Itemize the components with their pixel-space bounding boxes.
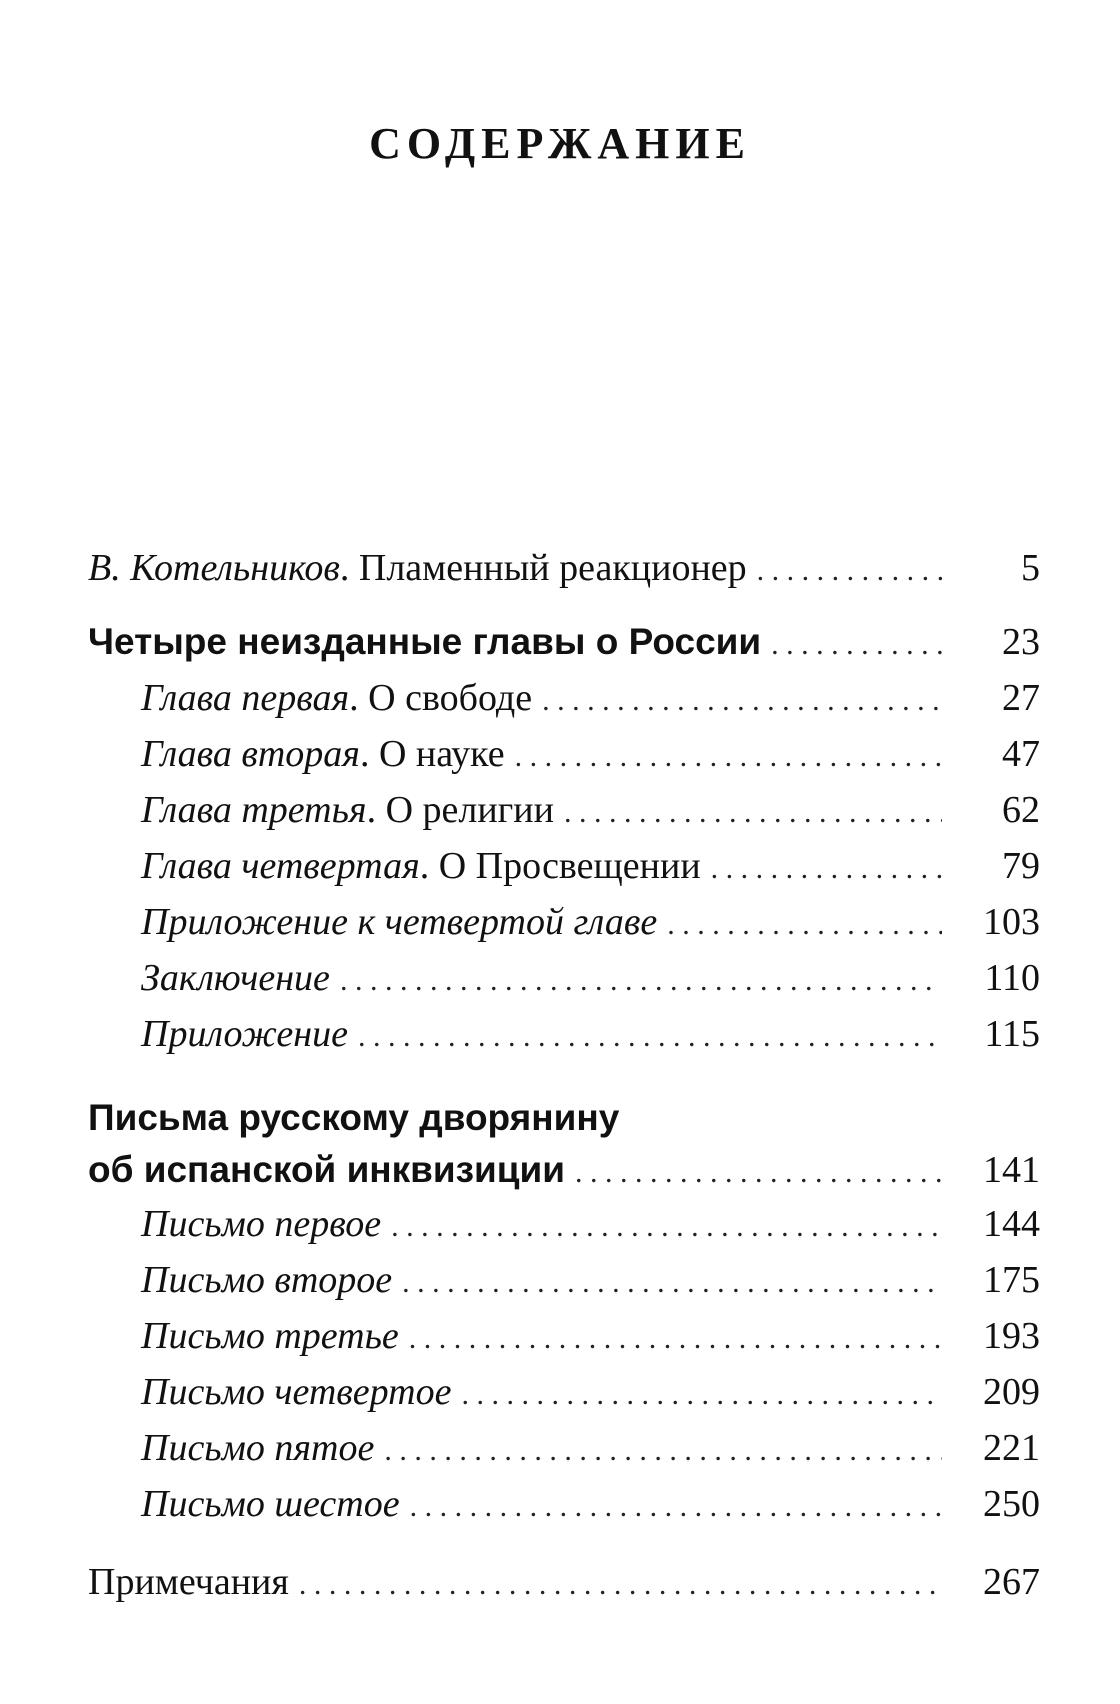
leader-dots [340, 953, 942, 1009]
toc-entry-intro[interactable] [88, 540, 1040, 596]
toc-page-number: 110 [984, 957, 1040, 999]
toc-entry-label: Глава четвертая [141, 845, 420, 887]
toc-page-number: 193 [983, 1315, 1040, 1357]
leader-dots [402, 1255, 942, 1311]
toc-entry-label: Заключение [141, 957, 330, 999]
toc-entry-letter[interactable] [88, 1308, 1040, 1364]
toc-entry-chapter[interactable] [88, 670, 1040, 726]
toc-entry-subject: О Просвещении [438, 845, 701, 887]
toc-entry-letter[interactable] [88, 1196, 1040, 1252]
toc-part2-title-line1[interactable] [88, 1092, 1040, 1144]
toc-entry-label: Письмо четвертое [141, 1371, 452, 1413]
toc-page-number: 23 [1002, 621, 1040, 663]
toc-entry-separator: . [349, 677, 369, 719]
leader-dots [564, 785, 942, 841]
toc-part-title: Четыре неизданные главы о России [88, 621, 762, 662]
toc-page-number: 103 [983, 901, 1040, 943]
leader-dots [711, 841, 942, 897]
leader-dots [667, 897, 942, 953]
leader-dots [391, 1199, 942, 1255]
leader-dots [409, 1311, 942, 1367]
toc-part-title: Письма русскому дворянину [88, 1097, 620, 1138]
toc-entry-label: Письмо второе [141, 1259, 393, 1301]
toc-entry-title [141, 726, 505, 782]
toc-page-number: 115 [984, 1013, 1040, 1055]
toc-entry-conclusion[interactable] [88, 950, 1040, 1006]
toc-entry-subject: О свободе [368, 677, 533, 719]
toc-page-number: 141 [983, 1149, 1040, 1191]
toc-entry-title [141, 670, 532, 726]
toc-entry-title [141, 838, 701, 894]
leader-dots [771, 617, 942, 673]
toc-page-number: 62 [1002, 789, 1040, 831]
toc-page-number: 250 [983, 1483, 1040, 1525]
leader-dots [575, 1147, 942, 1199]
toc-entry-label: Глава вторая [141, 733, 360, 775]
toc-entry-subject: О религии [385, 789, 554, 831]
toc-entry-separator: . [366, 789, 386, 831]
toc-entry-title [141, 782, 554, 838]
toc-part-title: об испанской инквизиции [88, 1149, 566, 1190]
leader-dots [542, 673, 942, 729]
toc-entry-letter[interactable] [88, 1420, 1040, 1476]
toc-page-number: 209 [983, 1371, 1040, 1413]
toc-page-number: 175 [983, 1259, 1040, 1301]
toc-entry-notes[interactable] [88, 1554, 1040, 1610]
toc-entry-part2[interactable] [88, 1144, 1040, 1196]
toc-entry-subject: Пламенный реакционер [358, 547, 747, 589]
toc-entry-title [88, 540, 747, 596]
toc-entry-label: Письмо пятое [141, 1427, 375, 1469]
leader-dots [358, 1009, 942, 1065]
toc-entry-subject: О науке [378, 733, 505, 775]
toc-entry-separator: . [419, 845, 439, 887]
toc-entry-letter[interactable] [88, 1364, 1040, 1420]
toc-page-number: 79 [1002, 845, 1040, 887]
toc-entry-separator: . [359, 733, 379, 775]
table-of-contents [88, 540, 1040, 1610]
toc-entry-chapter[interactable] [88, 726, 1040, 782]
toc-page-number: 47 [1002, 733, 1040, 775]
toc-page-number: 5 [1021, 547, 1040, 589]
leader-dots [410, 1479, 942, 1535]
toc-entry-label: Письмо третье [141, 1315, 399, 1357]
toc-entry-chapter[interactable] [88, 782, 1040, 838]
toc-page-number: 144 [983, 1203, 1040, 1245]
leader-dots [384, 1423, 942, 1479]
page-title: СОДЕРЖАНИЕ [369, 119, 751, 168]
toc-entry-appendix[interactable] [88, 894, 1040, 950]
toc-entry-label: Глава первая [141, 677, 350, 719]
toc-entry-label: Примечания [88, 1561, 289, 1603]
toc-entry-part1[interactable] [88, 614, 1040, 670]
leader-dots [461, 1367, 942, 1423]
toc-page-number: 27 [1002, 677, 1040, 719]
leader-dots [515, 729, 942, 785]
leader-dots [757, 543, 942, 599]
toc-page-number: 221 [983, 1427, 1040, 1469]
toc-entry-label: Приложение [141, 1013, 348, 1055]
toc-page-number: 267 [983, 1561, 1040, 1603]
toc-entry-author: В. Котельников [88, 547, 340, 589]
toc-entry-letter[interactable] [88, 1252, 1040, 1308]
toc-entry-label: Приложение к четвертой главе [141, 901, 658, 943]
toc-entry-label: Глава третья [141, 789, 367, 831]
toc-entry-appendix[interactable] [88, 1006, 1040, 1062]
toc-entry-separator: . [339, 547, 359, 589]
toc-entry-label: Письмо шестое [141, 1483, 400, 1525]
toc-entry-chapter[interactable] [88, 838, 1040, 894]
leader-dots [299, 1557, 942, 1613]
toc-entry-label: Письмо первое [141, 1203, 382, 1245]
toc-entry-letter[interactable] [88, 1476, 1040, 1532]
